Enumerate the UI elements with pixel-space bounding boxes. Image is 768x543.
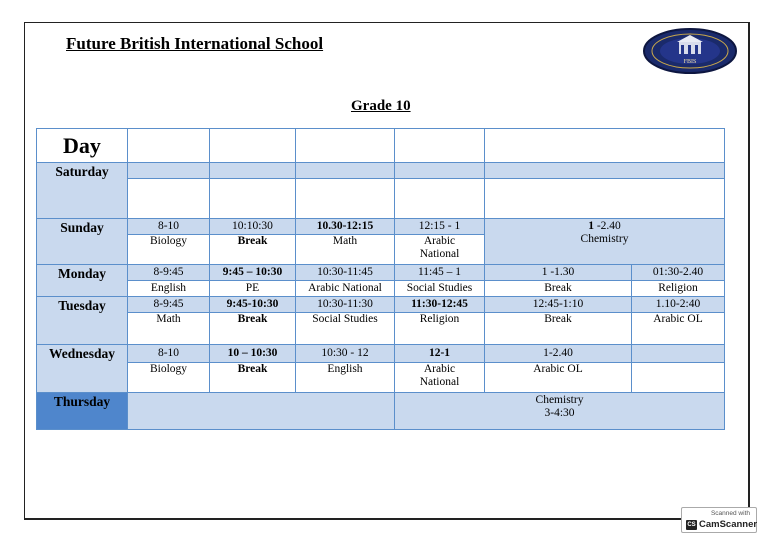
sunday-time-row [37, 219, 725, 235]
subject-cell: Break [485, 281, 632, 297]
grade-title: Grade 10 [351, 98, 411, 114]
time-cell: 1 -1.30 [485, 265, 632, 281]
logo-text: FBIS [683, 59, 697, 65]
empty-cell [395, 179, 485, 219]
sunday-chemistry-cell [485, 219, 725, 265]
camscanner-icon: CS [687, 522, 696, 528]
thursday-chemistry-cell [395, 393, 725, 430]
time-cell: 10:30-11:45 [296, 265, 395, 281]
scanned-with-label: Scanned with [710, 510, 750, 517]
time-cell: 12-1 [395, 345, 485, 363]
subject-cell: Arabic National [296, 281, 395, 297]
subject-cell: Arabic OL [485, 363, 632, 393]
monday-subject-row [37, 281, 725, 297]
empty-cell [632, 345, 725, 363]
day-tuesday: Tuesday [37, 297, 128, 345]
empty-cell [395, 163, 485, 179]
saturday-row-2 [37, 179, 725, 219]
day-header: Day [37, 129, 128, 163]
time-cell: 12:15 - 1 [395, 219, 485, 235]
subject-cell: Arabic OL [632, 313, 725, 345]
empty-cell [128, 393, 395, 430]
subject-text: Chemistry [580, 233, 629, 245]
time-cell: 01:30-2.40 [632, 265, 725, 281]
empty-cell [296, 179, 395, 219]
empty-cell [210, 179, 296, 219]
subject-cell: Social Studies [296, 313, 395, 345]
time-cell: 9:45 – 10:30 [210, 265, 296, 281]
empty-cell [128, 163, 210, 179]
subject-cell: English [296, 363, 395, 393]
time-cell: 8-10 [128, 219, 210, 235]
monday-time-row [37, 265, 725, 281]
time-cell: 8-9:45 [128, 265, 210, 281]
time-cell: 10 – 10:30 [210, 345, 296, 363]
subject-cell: Math [296, 235, 395, 265]
empty-cell [210, 129, 296, 163]
timetable [36, 128, 725, 430]
empty-cell [395, 129, 485, 163]
thursday-row [37, 393, 725, 430]
subject-cell: Math [128, 313, 210, 345]
empty-cell [485, 179, 725, 219]
time-cell: 10:30 - 12 [296, 345, 395, 363]
day-thursday: Thursday [37, 393, 128, 430]
subject-cell: Break [210, 235, 296, 265]
tuesday-subject-row [37, 313, 725, 345]
time-text: 1 [588, 220, 594, 232]
day-sunday: Sunday [37, 219, 128, 265]
tuesday-time-row [37, 297, 725, 313]
saturday-row [37, 163, 725, 179]
time-text: -2.40 [593, 220, 621, 232]
empty-cell [210, 163, 296, 179]
subject-cell: Biology [128, 235, 210, 265]
school-title: Future British International School [66, 34, 324, 53]
time-text: 3-4:30 [544, 407, 575, 419]
time-cell: 10:30-11:30 [296, 297, 395, 313]
empty-cell [296, 129, 395, 163]
time-cell: 11:30-12:45 [395, 297, 485, 313]
day-wednesday: Wednesday [37, 345, 128, 393]
time-cell: 9:45-10:30 [210, 297, 296, 313]
empty-cell [485, 163, 725, 179]
camscanner-badge [681, 507, 757, 533]
time-cell: 1-2.40 [485, 345, 632, 363]
subject-cell: Religion [395, 313, 485, 345]
subject-cell: Social Studies [395, 281, 485, 297]
empty-cell [128, 179, 210, 219]
time-cell: 11:45 – 1 [395, 265, 485, 281]
header-row [37, 129, 725, 163]
empty-cell [485, 129, 725, 163]
subject-cell: Religion [632, 281, 725, 297]
wednesday-subject-row [37, 363, 725, 393]
time-cell: 1.10-2:40 [632, 297, 725, 313]
subject-cell: Biology [128, 363, 210, 393]
school-logo [641, 26, 739, 81]
subject-cell: Arabic National [395, 235, 485, 265]
day-monday: Monday [37, 265, 128, 297]
subject-cell: Arabic National [395, 363, 485, 393]
day-saturday: Saturday [37, 163, 128, 219]
subject-cell: Break [210, 313, 296, 345]
empty-cell [128, 129, 210, 163]
time-cell: 10.30-12:15 [296, 219, 395, 235]
empty-cell [632, 363, 725, 393]
subject-cell: PE [210, 281, 296, 297]
camscanner-brand: CamScanner [699, 519, 758, 530]
time-cell: 10:10:30 [210, 219, 296, 235]
time-cell: 12:45-1:10 [485, 297, 632, 313]
subject-cell: Break [210, 363, 296, 393]
subject-text: Chemistry [535, 394, 584, 406]
empty-cell [296, 163, 395, 179]
time-cell: 8-9:45 [128, 297, 210, 313]
subject-cell: English [128, 281, 210, 297]
wednesday-time-row [37, 345, 725, 363]
time-cell: 8-10 [128, 345, 210, 363]
subject-cell: Break [485, 313, 632, 345]
